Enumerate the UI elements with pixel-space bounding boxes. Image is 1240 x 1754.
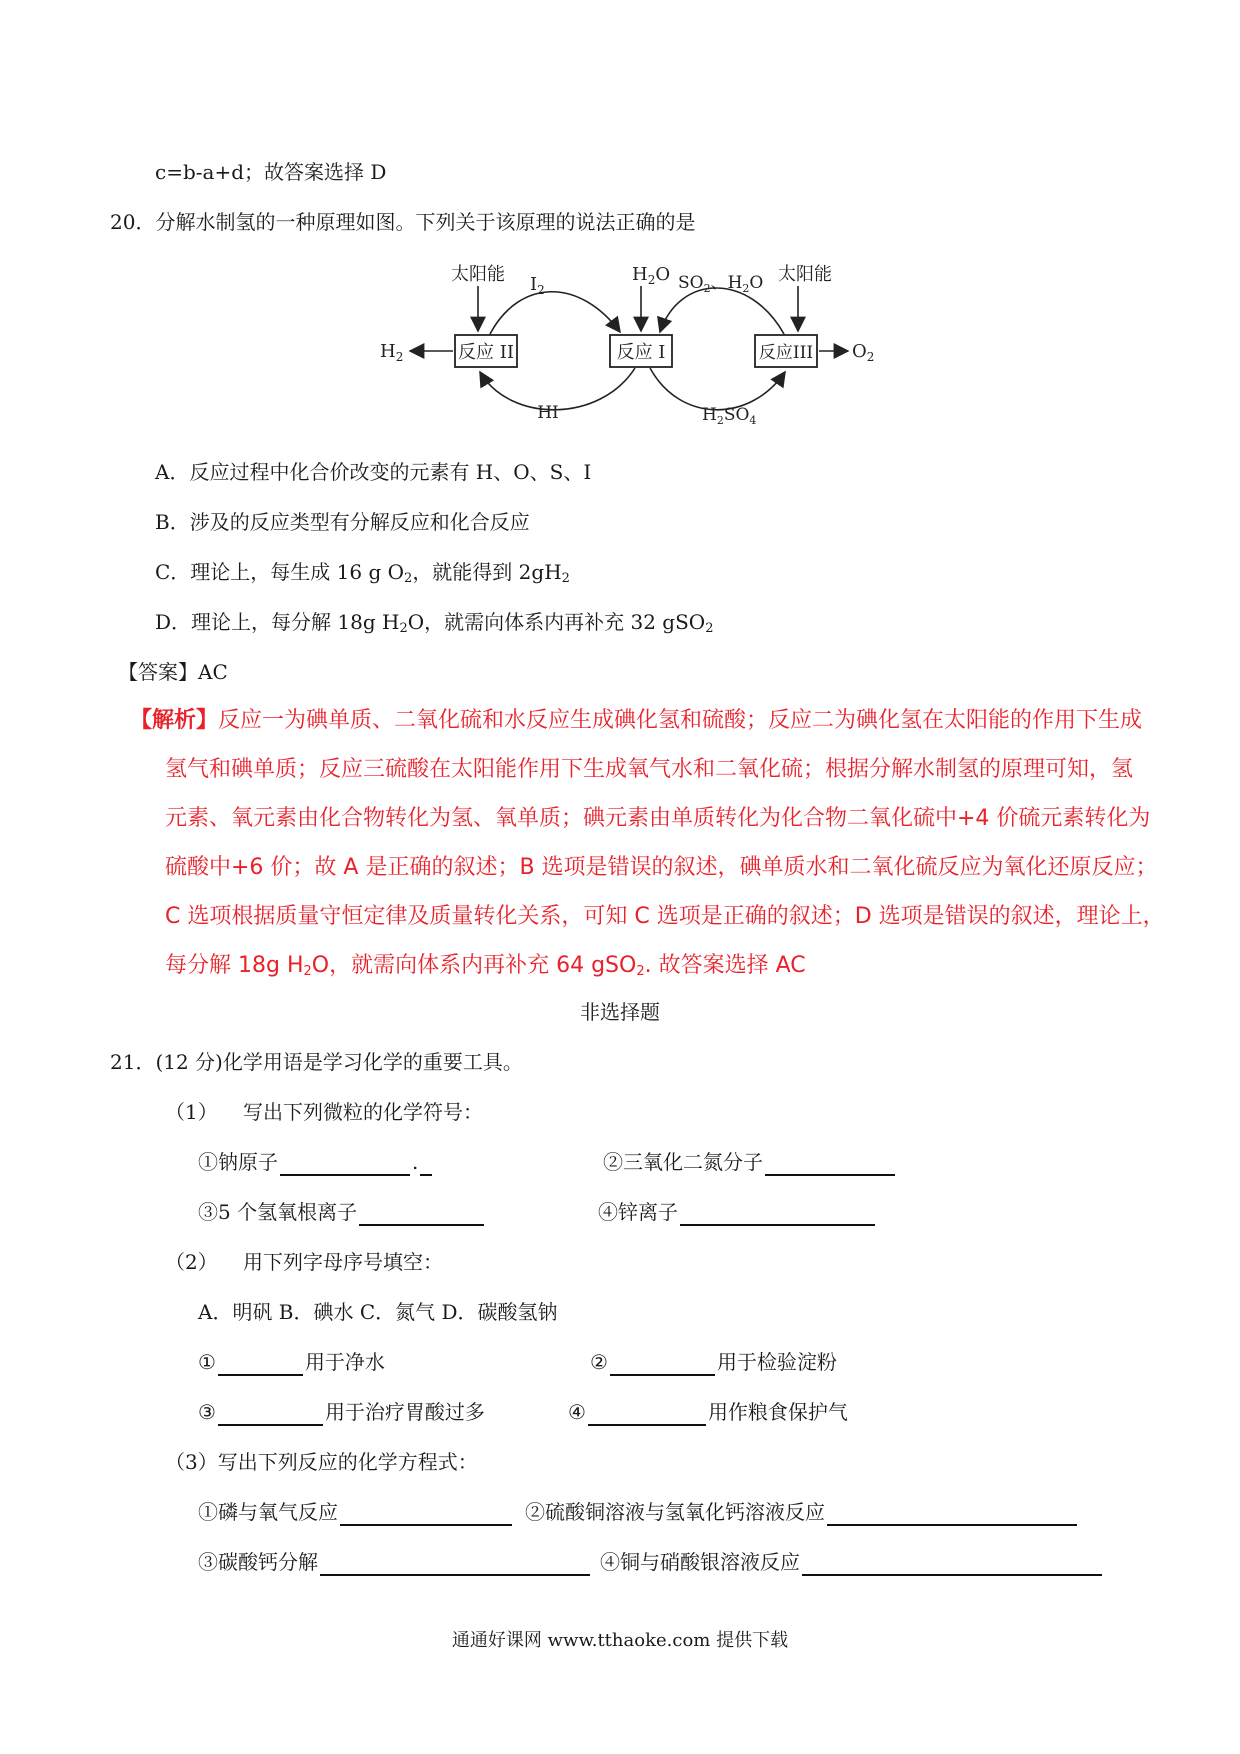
answer-blank[interactable] xyxy=(218,1352,303,1376)
q20-analysis-line-2: 氢气和碘单质；反应三硫酸在太阳能作用下生成氧气水和二氧化硫；根据分解水制氢的原理可知，氢 xyxy=(165,757,1134,782)
q21-p2-item-1: ① 用于净水 xyxy=(198,1350,385,1374)
q21-part2-text: 用下列字母序号填空： xyxy=(243,1250,443,1274)
page-footer: 通通好课网 www.tthaoke.com 提供下载 xyxy=(451,1630,789,1651)
label-hi: HI xyxy=(537,403,559,423)
label-h2-output: $H_2$ xyxy=(380,341,404,364)
answer-blank[interactable] xyxy=(320,1552,590,1576)
previous-answer: c=b-a+d；故答案选择 D xyxy=(155,160,387,184)
analysis-tag: 【解析】 xyxy=(130,708,219,733)
answer-blank[interactable] xyxy=(610,1352,715,1376)
q21-p2-item-2: ② 用于检验淀粉 xyxy=(590,1350,837,1374)
q20-option-b: B．涉及的反应类型有分解反应和化合反应 xyxy=(155,510,530,534)
q20-stem: 20．分解水制氢的一种原理如图。下列关于该原理的说法正确的是 xyxy=(110,210,696,234)
q20-analysis-line-5: C 选项根据质量守恒定律及质量转化关系，可知 C 选项是正确的叙述；D 选项是错误的叙述，理论上， xyxy=(165,904,1165,929)
label-h2o-input: $H_2O$ xyxy=(632,264,671,287)
answer-blank[interactable] xyxy=(340,1502,512,1526)
answer-blank[interactable] xyxy=(827,1502,1077,1526)
q20-cycle-diagram xyxy=(380,258,880,428)
answer-blank[interactable] xyxy=(588,1402,706,1426)
q21-p1-item-4: ④锌离子 xyxy=(598,1198,877,1226)
label-h2so4: $H_2SO_4$ xyxy=(702,405,757,427)
q20-analysis-line-1: 【解析】反应一为碘单质、二氧化硫和水反应生成碘化氢和硫酸；反应二为碘化氢在太阳能的作用下生成 xyxy=(130,708,1143,733)
q21-part1-label: （1） xyxy=(165,1100,218,1124)
answer-blank[interactable] xyxy=(359,1202,484,1226)
q21-p2-item-4: ④ 用作粮食保护气 xyxy=(568,1400,848,1424)
answer-blank[interactable] xyxy=(280,1152,410,1176)
q20-option-c: C．理论上，每生成 16 g $O_2$，就能得到 $2gH_2$ xyxy=(155,560,570,586)
label-solar-right: 太阳能 xyxy=(778,264,832,285)
q21-p3-item-4: ④铜与硝酸银溶液反应 xyxy=(600,1548,1104,1576)
answer-blank[interactable] xyxy=(680,1202,875,1226)
label-o2-output: $O_2$ xyxy=(852,341,875,364)
q21-stem: 21．(12 分)化学用语是学习化学的重要工具。 xyxy=(110,1050,523,1074)
section-title: 非选择题 xyxy=(580,1000,660,1024)
q20-analysis-line-4: 硫酸中+6 价；故 A 是正确的叙述；B 选项是错误的叙述，碘单质水和二氧化硫反应为氧化还原反应； xyxy=(165,855,1158,880)
answer-blank[interactable] xyxy=(218,1402,323,1426)
answer-blank[interactable] xyxy=(802,1552,1102,1576)
q21-part3-text: （3）写出下列反应的化学方程式： xyxy=(165,1450,478,1474)
label-reaction-2: 反应 II xyxy=(458,342,514,363)
q21-p3-item-2: ②硫酸铜溶液与氢氧化钙溶液反应 xyxy=(525,1498,1079,1526)
q20-answer: 【答案】AC xyxy=(118,660,228,684)
answer-blank[interactable] xyxy=(420,1152,432,1176)
label-reaction-1: 反应 I xyxy=(616,342,666,363)
q21-p1-item-3: ③5 个氢氧根离子 xyxy=(198,1198,486,1226)
q21-p1-item-1: ①钠原子 . xyxy=(198,1148,434,1176)
q21-p3-item-3: ③碳酸钙分解 xyxy=(198,1548,592,1576)
q21-part1-text: 写出下列微粒的化学符号： xyxy=(243,1100,483,1124)
q21-p1-item-2: ②三氧化二氮分子 xyxy=(603,1148,897,1176)
q21-part2-label: （2） xyxy=(165,1250,218,1274)
answer-blank[interactable] xyxy=(765,1152,895,1176)
q20-option-d: D．理论上，每分解 18g $H_2O$，就需向体系内再补充 32 gSO$_2$ xyxy=(155,610,714,636)
label-reaction-3: 反应III xyxy=(758,343,814,363)
q21-p2-item-3: ③ 用于治疗胃酸过多 xyxy=(198,1400,485,1424)
q21-p2-options: A．明矾 B．碘水 C．氮气 D．碳酸氢钠 xyxy=(198,1300,558,1324)
label-so2-h2o: $SO_2$、$H_2O$ xyxy=(678,273,764,295)
label-solar-left: 太阳能 xyxy=(451,264,505,285)
q20-analysis-line-3: 元素、氧元素由化合物转化为氢、氧单质；碘元素由单质转化为化合物二氧化硫中+4 价硫元素转化为 xyxy=(165,806,1151,831)
label-i2: $I_2$ xyxy=(530,274,545,297)
q20-option-a: A．反应过程中化合价改变的元素有 H、O、S、I xyxy=(155,460,592,484)
q20-analysis-line-6: 每分解 18g $H_2O$，就需向体系内再补充 64 gSO$_2$. 故答案选择 AC xyxy=(165,953,806,979)
q21-p3-item-1: ①磷与氧气反应 xyxy=(198,1498,514,1526)
